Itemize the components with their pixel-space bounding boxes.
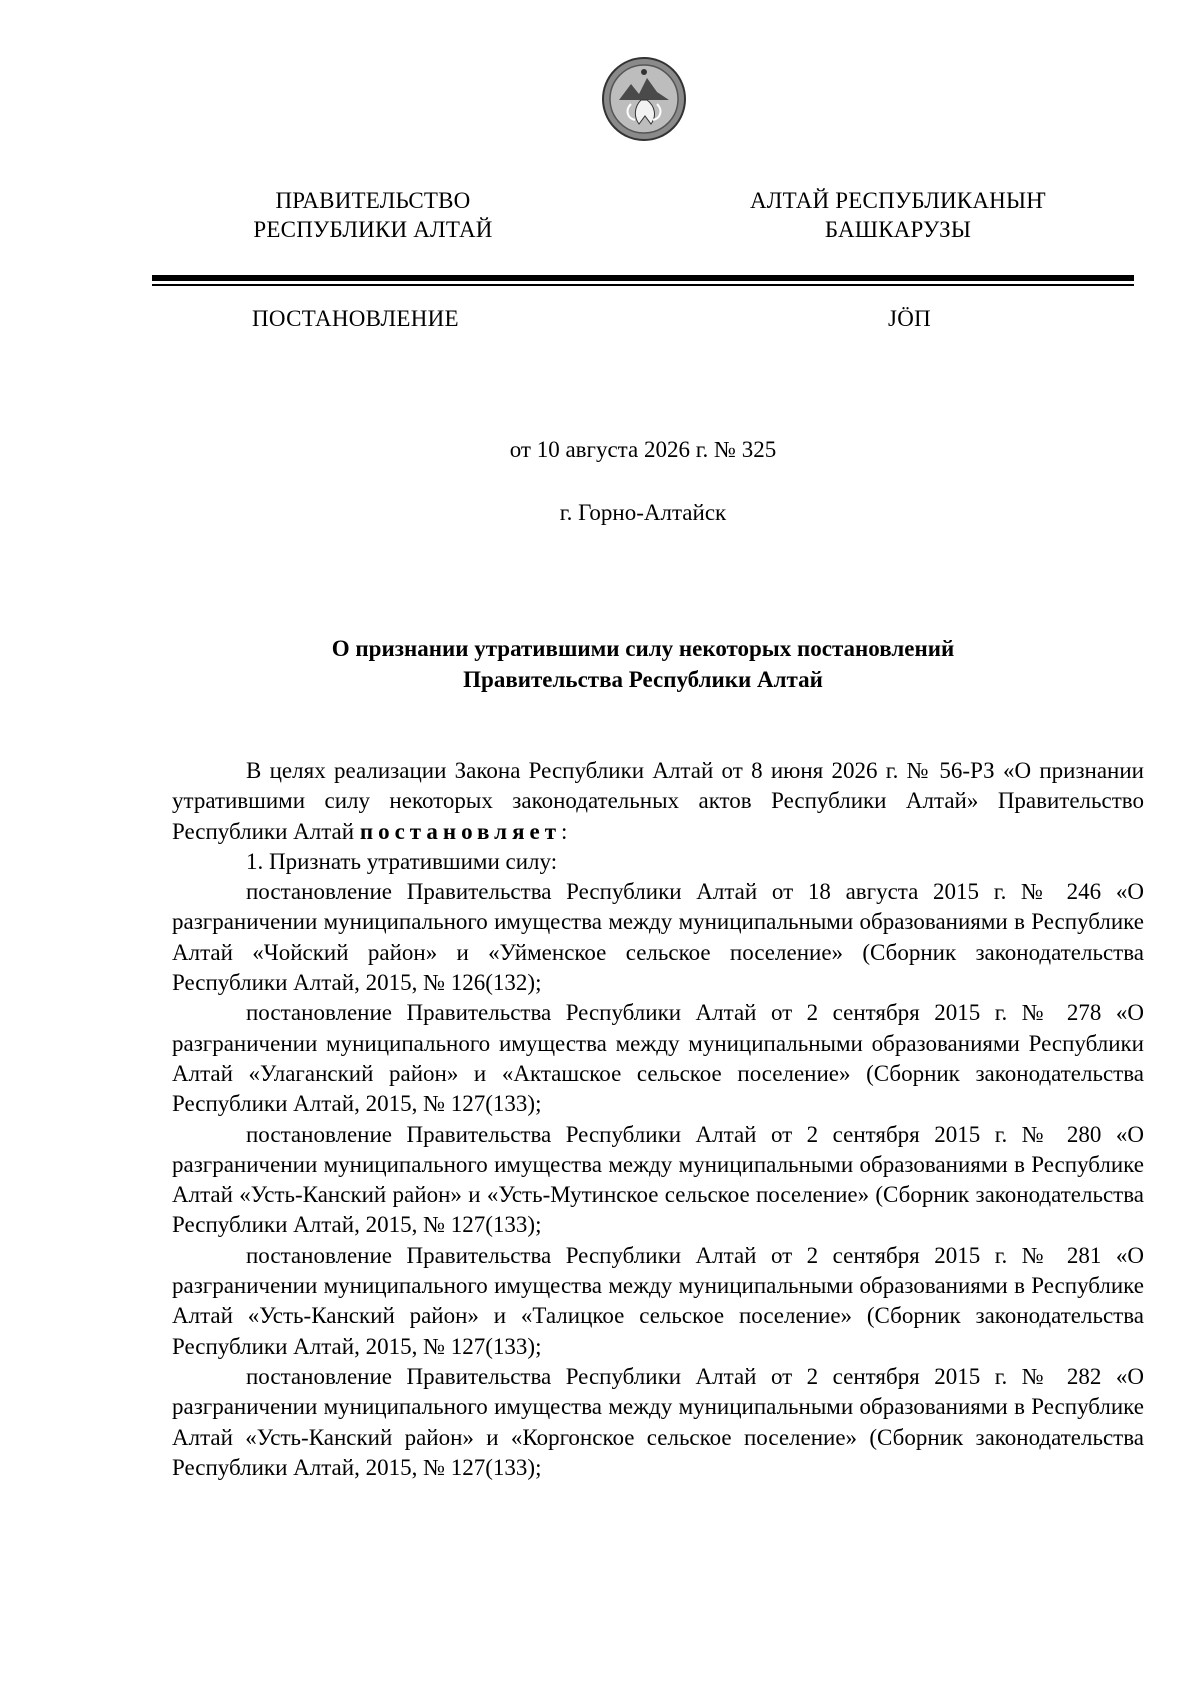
header-right [733, 186, 1063, 244]
city-line: г. Горно-Алтайск [559, 500, 727, 525]
coat-of-arms-emblem [601, 56, 687, 142]
header-divider-thick [152, 275, 1134, 281]
resolution-verb: постановляет [359, 818, 562, 844]
header-left-line1: ПРАВИТЕЛЬСТВО [275, 188, 471, 213]
coat-of-arms-icon [601, 56, 687, 142]
document-title [152, 633, 1134, 695]
doc-type-russian: ПОСТАНОВЛЕНИЕ [252, 306, 459, 331]
date-number-line: от 10 августа 2026 г. № 325 [509, 437, 777, 462]
header-right-line1: АЛТАЙ РЕСПУБЛИКАНЫҤ [750, 188, 1046, 213]
repealed-act: постановление Правительства Республики Алтай от 2 сентября 2015 г. № 280 «О разграничении муниципального имущества между муниципальными образованиями в Республике Алтай «Усть-Канский район» и «Усть-Мутинское сельское поселение» (Сборник законодательства Республики Алтай, 2015, № 127(133); [172, 1121, 1144, 1238]
header-left [208, 186, 538, 244]
header-left-line2: РЕСПУБЛИКИ АЛТАЙ [253, 217, 493, 242]
doc-type-altai: ЈӦП [888, 306, 932, 331]
item-1: 1. Признать утратившими силу: [246, 848, 558, 874]
repealed-act: постановление Правительства Республики Алтай от 2 сентября 2015 г. № 281 «О разграничении муниципального имущества между муниципальными образованиями в Республике Алтай «Усть-Канский район» и «Талицкое сельское поселение» (Сборник законодательства Республики Алтай, 2015, № 127(133); [172, 1242, 1144, 1359]
repealed-act: постановление Правительства Республики Алтай от 18 августа 2015 г. № 246 «О разграничении муниципального имущества между муниципальными образованиями в Республике Алтай «Чойский район» и «Уйменское сельское поселение» (Сборник законодательства Республики Алтай, 2015, № 126(132); [172, 879, 1144, 996]
repealed-act: постановление Правительства Республики Алтай от 2 сентября 2015 г. № 278 «О разграничении муниципального имущества между муниципальными образованиями Республики Алтай «Улаганский район» и «Акташское сельское поселение» (Сборник законодательства Республики Алтай, 2015, № 127(133); [172, 1000, 1144, 1117]
preamble-text: В целях реализации Закона Республики Алтай от 8 июня 2026 г. № 56-РЗ «О признании утратившими силу некоторых законодательных актов Республики Алтай» Правительство Республики Алтай [172, 758, 1144, 844]
preamble-paragraph [172, 756, 1144, 847]
preamble-tail: : [561, 818, 568, 844]
title-line2: Правительства Республики Алтай [463, 667, 823, 692]
repealed-act: постановление Правительства Республики Алтай от 2 сентября 2015 г. № 282 «О разграничении муниципального имущества между муниципальными образованиями в Республике Алтай «Усть-Канский район» и «Коргонское сельское поселение» (Сборник законодательства Республики Алтай, 2015, № 127(133); [172, 1363, 1144, 1480]
header-right-line2: БАШКАРУЗЫ [824, 217, 972, 242]
header-divider-thin [152, 284, 1134, 286]
title-line1: О признании утратившими силу некоторых постановлений [331, 636, 955, 661]
document-body [172, 756, 1144, 1483]
